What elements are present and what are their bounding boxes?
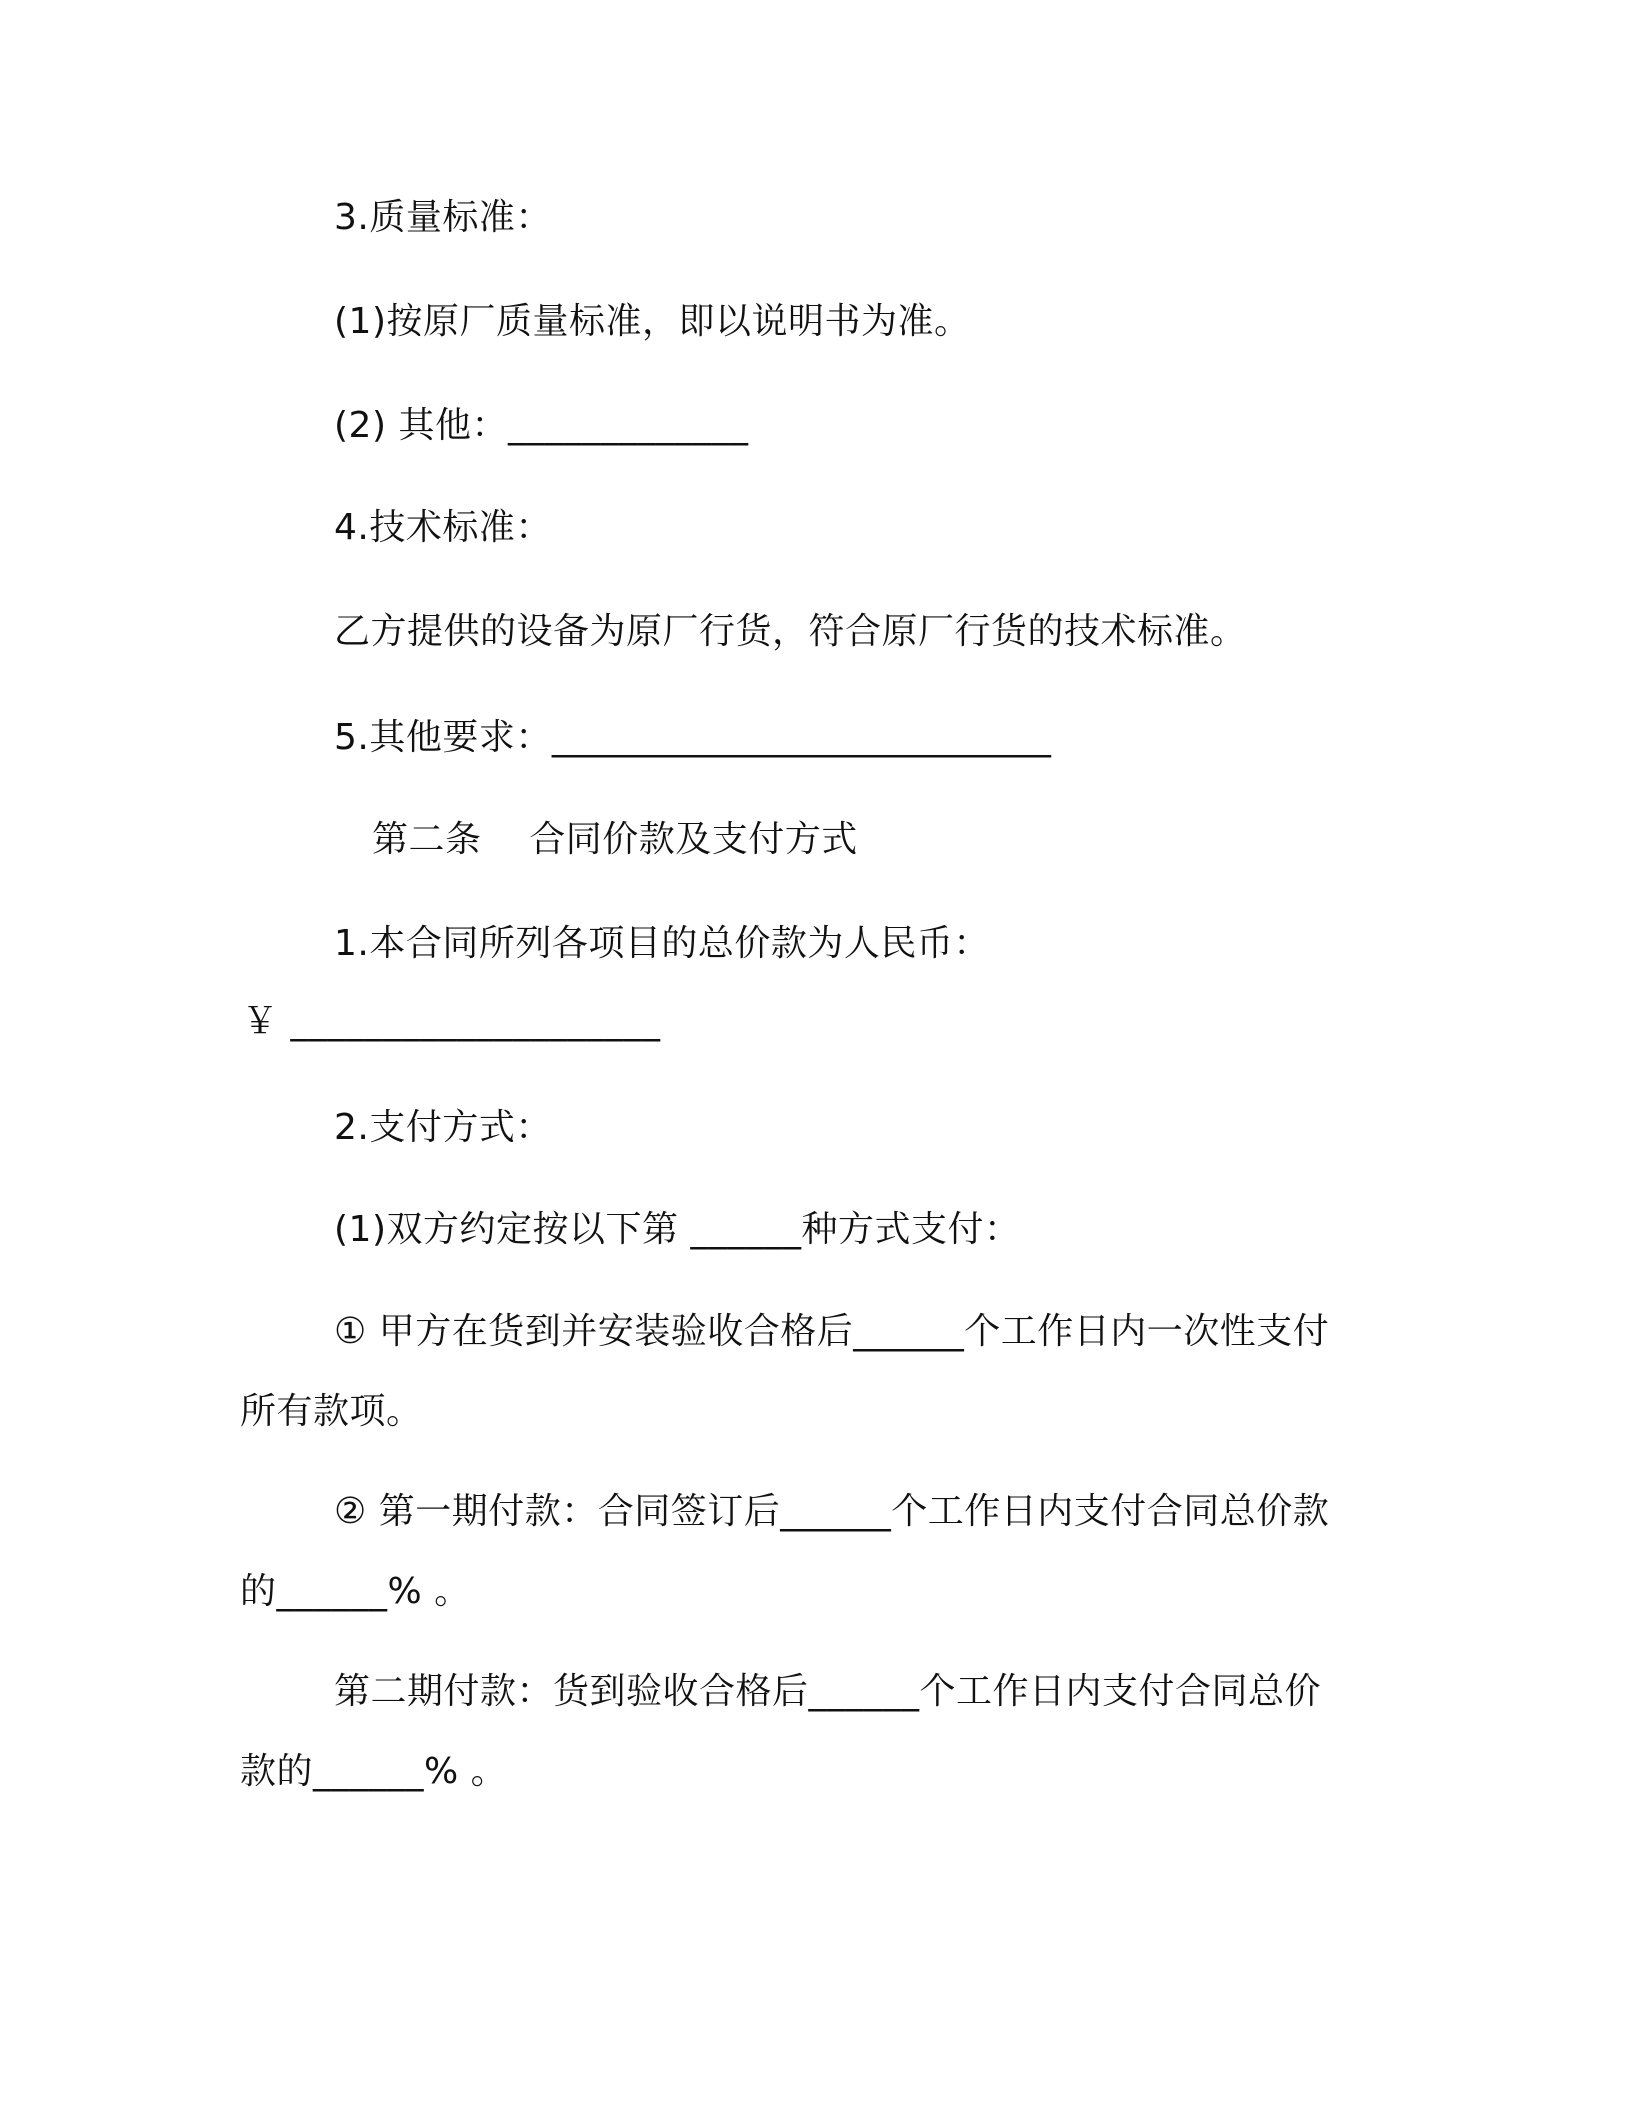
other-requirements-line: 5.其他要求：___________________________ — [334, 717, 1052, 758]
payment-option-1-line-1: ① 甲方在货到并安装验收合格后______个工作日内一次性支付 — [334, 1311, 1330, 1352]
article-two-heading: 第二条 合同价款及支付方式 — [372, 819, 858, 860]
quality-standard-heading: 3.质量标准： — [334, 197, 552, 238]
quality-standard-item-1: (1)按原厂质量标准，即以说明书为准。 — [334, 301, 971, 342]
technical-standard-text: 乙方提供的设备为原厂行货，符合原厂行货的技术标准。 — [334, 611, 1247, 652]
payment-option-2-line-1: ② 第一期付款：合同签订后______个工作日内支付合同总价款 — [334, 1491, 1330, 1532]
total-price-line: 1.本合同所列各项目的总价款为人民币： — [334, 923, 990, 964]
second-payment-line-1: 第二期付款：货到验收合格后______个工作日内支付合同总价 — [334, 1671, 1322, 1712]
technical-standard-heading: 4.技术标准： — [334, 507, 552, 548]
payment-method-choice: (1)双方约定按以下第 ______种方式支付： — [334, 1209, 1021, 1250]
second-payment-line-2: 款的______% 。 — [240, 1751, 508, 1792]
quality-standard-item-2: (2) 其他：_____________ — [334, 405, 749, 446]
payment-option-2-line-2: 的______% 。 — [240, 1571, 471, 1612]
total-price-amount-line: ￥ ____________________ — [242, 1001, 661, 1042]
payment-method-heading: 2.支付方式： — [334, 1107, 552, 1148]
payment-option-1-line-2: 所有款项。 — [240, 1391, 423, 1432]
